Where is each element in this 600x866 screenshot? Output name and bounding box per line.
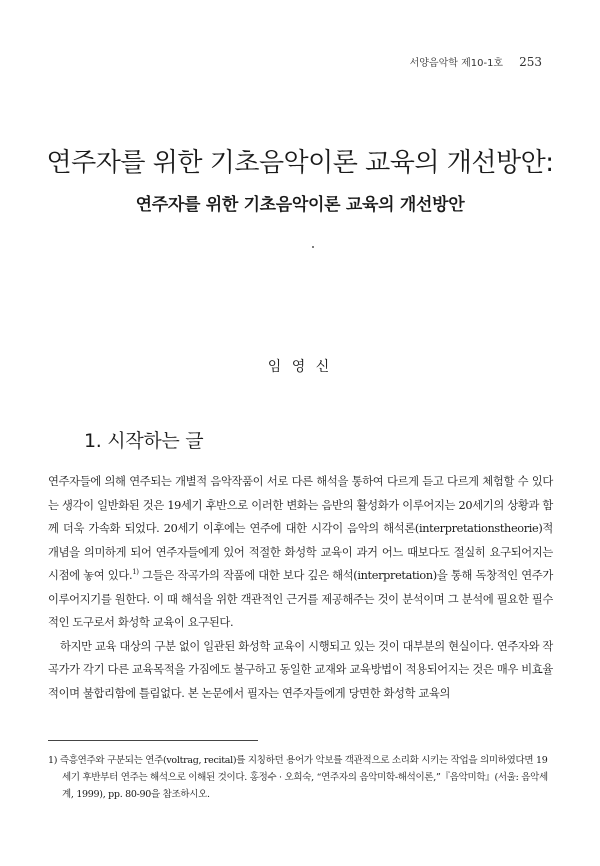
body-text	[48, 470, 553, 705]
footnote-reference[interactable]: 1)	[132, 568, 139, 577]
footnote: 1) 즉흥연주와 구분되는 연주(voltrag, recital)를 지칭하던 용어가 악보를 객관적으로 소리화 시키는 작업을 의미하였다면 19세기 후반부터 연주는 해석으로 이해된 것이다. 홍정수 · 오희숙, “연주자의 음악미학-해석이론,”『음악미학』(서울: 음악세계, 1999), pp. 80-90을 참조하시오.	[48, 755, 548, 800]
article-title: 연주자를 위한 기초음악이론 교육의 개선방안:	[46, 148, 554, 178]
decorative-dot	[312, 246, 314, 248]
section-heading: 1. 시작하는 글	[84, 430, 204, 452]
paragraph: 하지만 교육 대상의 구분 없이 일관된 화성학 교육이 시행되고 있는 것이 대부분의 현실이다. 연주자와 작곡가가 각기 다른 교육목적을 가짐에도 불구하고 동일한 교재와 교육방법이 적용되어지는 것은 매우 비효율적이며 불합리함에 틀림없다. 본 논문에서 필자는 연주자들에게 당면한 화성학 교육의	[48, 639, 553, 700]
paragraph-text: 연주자들에 의해 연주되는 개별적 음악작품이 서로 다른 해석을 통하여 다르게 듣고 다르게 체험할 수 있다는 생각이 일반화된 것은 19세기 후반으로 이러한 변화는 음반의 활성화가 이루어지는 20세기의 상황과 함께 더욱 가속화 되었다. 20세기 이후에는 연주에 대한 시각이 음악의 해석론(interpretationstheorie)적 개념을 의미하게 되어 연주자들에게 있어 적절한 화성학 교육이 과거 어느 때보다도 절실히 요구되어지는 시점에 놓여 있다.	[48, 475, 553, 582]
footnote-divider	[48, 740, 258, 741]
paragraph-text: 그들은 작곡가의 작품에 대한 보다 깊은 해석(interpretation)을 통해 독창적인 연주가 이루어지기를 원한다. 이 때 해석을 위한 객관적인 근거를 제공해주는 것이 분석이며 그 분석에 필요한 필수적인 도구로서 화성학 교육이 요구된다.	[48, 569, 553, 629]
paragraph	[48, 470, 553, 635]
author-name: 임 영 신	[267, 359, 333, 375]
page-number: 253	[519, 55, 542, 69]
journal-name: 서양음악학 제10-1호	[409, 58, 504, 69]
running-header	[410, 54, 542, 69]
article-subtitle: 연주자를 위한 기초음악이론 교육의 개선방안	[135, 195, 465, 215]
